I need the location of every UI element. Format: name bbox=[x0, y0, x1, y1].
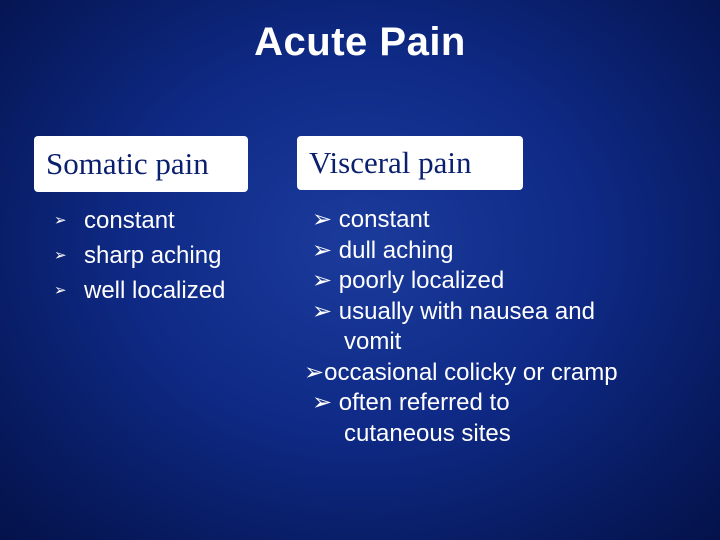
arrow-bullet-icon: ➢ bbox=[54, 247, 67, 264]
list-item bbox=[312, 266, 618, 297]
arrow-bullet-icon: ➢ bbox=[312, 389, 333, 416]
list-item-text: cutaneous sites bbox=[344, 419, 511, 447]
somatic-pain-list bbox=[54, 203, 225, 308]
list-item bbox=[312, 205, 618, 236]
list-item-text: poorly localized bbox=[338, 267, 505, 294]
arrow-bullet-icon: ➢ bbox=[54, 212, 67, 229]
somatic-pain-header-label: Somatic pain bbox=[46, 146, 209, 181]
list-item-text: constant bbox=[84, 207, 175, 234]
list-item bbox=[54, 203, 225, 238]
arrow-bullet-icon: ➢ bbox=[312, 206, 333, 233]
arrow-bullet-icon: ➢ bbox=[304, 358, 325, 386]
list-item bbox=[312, 388, 618, 419]
visceral-pain-header bbox=[297, 136, 523, 190]
visceral-pain-header-label: Visceral pain bbox=[309, 145, 472, 180]
list-item-text: constant bbox=[338, 206, 430, 233]
list-item-text: dull aching bbox=[338, 236, 454, 264]
list-item bbox=[54, 238, 225, 273]
list-item-text: sharp aching bbox=[84, 242, 222, 269]
list-item-text: well localized bbox=[84, 277, 226, 304]
list-item-continuation bbox=[312, 327, 618, 358]
list-item-text: vomit bbox=[344, 328, 402, 355]
slide-title: Acute Pain bbox=[254, 20, 466, 64]
somatic-pain-header bbox=[34, 136, 248, 192]
visceral-pain-list bbox=[304, 205, 618, 449]
list-item bbox=[54, 273, 225, 308]
arrow-bullet-icon: ➢ bbox=[312, 267, 333, 294]
arrow-bullet-icon: ➢ bbox=[312, 236, 333, 264]
list-item-text: often referred to bbox=[338, 389, 510, 416]
list-item bbox=[312, 236, 618, 267]
arrow-bullet-icon: ➢ bbox=[312, 297, 333, 325]
list-item-continuation bbox=[312, 419, 618, 450]
list-item-text: occasional colicky or cramp bbox=[324, 358, 618, 386]
arrow-bullet-icon: ➢ bbox=[54, 282, 67, 299]
list-item-text: usually with nausea and bbox=[338, 297, 595, 325]
list-item bbox=[304, 358, 618, 389]
list-item bbox=[312, 297, 618, 328]
